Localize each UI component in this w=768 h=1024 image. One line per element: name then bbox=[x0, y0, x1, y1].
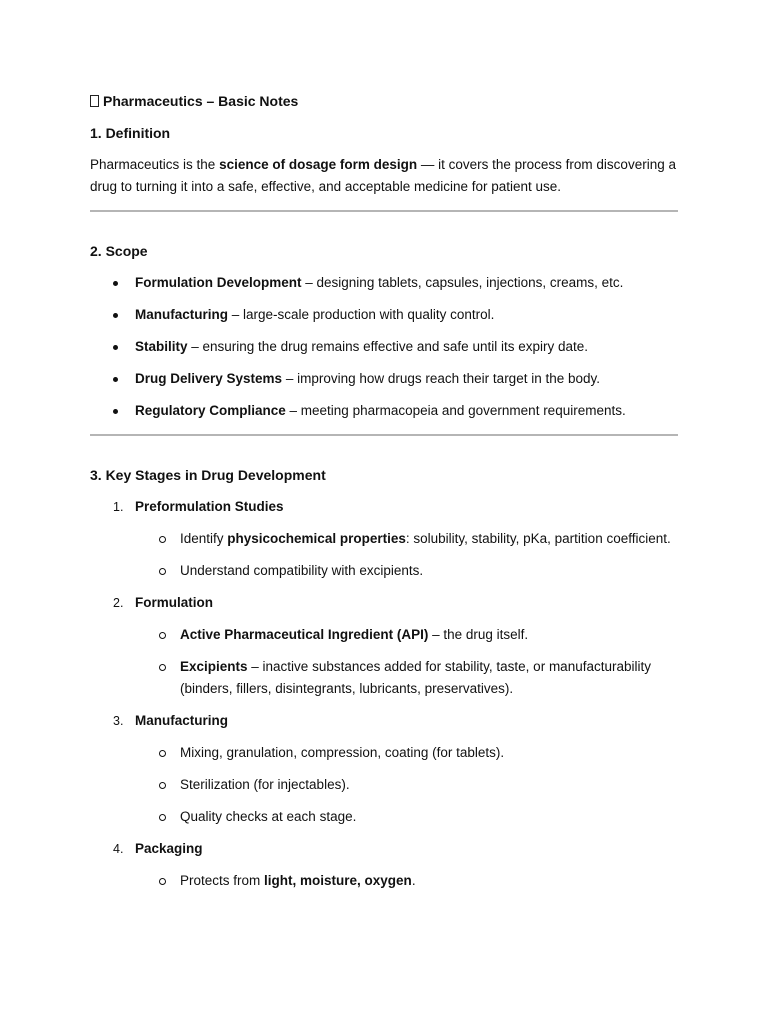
stage-item bbox=[90, 710, 678, 828]
sub-item bbox=[135, 742, 678, 764]
section-divider bbox=[90, 434, 678, 436]
sub-text-bold: Active Pharmaceutical Ingredient (API) bbox=[180, 627, 429, 642]
circle-bullet-icon bbox=[159, 750, 166, 757]
sub-item bbox=[135, 560, 678, 582]
bullet-icon bbox=[113, 377, 118, 382]
scope-desc: – improving how drugs reach their target in the body. bbox=[282, 371, 601, 386]
definition-paragraph bbox=[90, 154, 678, 198]
document-title bbox=[90, 90, 678, 112]
stages-heading: 3. Key Stages in Drug Development bbox=[90, 467, 326, 483]
definition-text-bold: science of dosage form design bbox=[219, 157, 418, 172]
sub-text-post: : solubility, stability, pKa, partition coefficient. bbox=[405, 531, 671, 546]
sub-text-post: – the drug itself. bbox=[428, 627, 529, 642]
scope-desc: – large-scale production with quality control. bbox=[228, 307, 495, 322]
circle-bullet-icon bbox=[159, 568, 166, 575]
document-page bbox=[90, 90, 678, 902]
scope-desc: – ensuring the drug remains effective and safe until its expiry date. bbox=[187, 339, 588, 354]
stage-number: 4. bbox=[113, 842, 124, 856]
stage-sublist bbox=[135, 870, 678, 892]
sub-item bbox=[135, 870, 678, 892]
stage-number: 1. bbox=[113, 500, 124, 514]
scope-heading: 2. Scope bbox=[90, 243, 148, 259]
list-item bbox=[90, 272, 678, 294]
scope-desc: – designing tablets, capsules, injections, creams, etc. bbox=[301, 275, 624, 290]
sub-item bbox=[135, 528, 678, 550]
circle-bullet-icon bbox=[159, 782, 166, 789]
sub-item bbox=[135, 774, 678, 796]
scope-term: Regulatory Compliance bbox=[135, 403, 286, 418]
stages-list bbox=[90, 496, 678, 892]
scope-term: Formulation Development bbox=[135, 275, 302, 290]
circle-bullet-icon bbox=[159, 878, 166, 885]
sub-text-bold: light, moisture, oxygen bbox=[264, 873, 412, 888]
definition-heading: 1. Definition bbox=[90, 125, 171, 141]
circle-bullet-icon bbox=[159, 536, 166, 543]
sub-text-pre: Understand compatibility with excipients. bbox=[180, 563, 424, 578]
stage-title: Packaging bbox=[135, 841, 203, 856]
stage-title: Formulation bbox=[135, 595, 213, 610]
stage-sublist bbox=[135, 528, 678, 582]
document-title-text: Pharmaceutics – Basic Notes bbox=[103, 93, 299, 109]
scope-list bbox=[90, 272, 678, 422]
sub-text-pre: Protects from bbox=[180, 873, 265, 888]
scope-term: Stability bbox=[135, 339, 188, 354]
bullet-icon bbox=[113, 281, 118, 286]
stage-item bbox=[90, 496, 678, 582]
stage-title: Manufacturing bbox=[135, 713, 228, 728]
sub-text-post: – inactive substances added for stability, taste, or manufacturability (binders, fillers, disintegrants, lubricants, preservatives). bbox=[180, 659, 651, 696]
sub-item bbox=[135, 806, 678, 828]
list-item bbox=[90, 304, 678, 326]
stage-number: 2. bbox=[113, 596, 124, 610]
sub-text-bold: Excipients bbox=[180, 659, 248, 674]
stage-item bbox=[90, 838, 678, 892]
stage-title: Preformulation Studies bbox=[135, 499, 284, 514]
missing-glyph-icon bbox=[90, 95, 99, 107]
circle-bullet-icon bbox=[159, 814, 166, 821]
sub-item bbox=[135, 624, 678, 646]
definition-text-after: — it covers the process from discovering a drug to turning it into a safe, effective, and acceptable medicine for patient use. bbox=[90, 157, 676, 194]
sub-text-bold: physicochemical properties bbox=[227, 531, 406, 546]
stage-item bbox=[90, 592, 678, 700]
sub-text-pre: Quality checks at each stage. bbox=[180, 809, 357, 824]
stage-sublist bbox=[135, 742, 678, 828]
circle-bullet-icon bbox=[159, 632, 166, 639]
scope-term: Manufacturing bbox=[135, 307, 228, 322]
stage-number: 3. bbox=[113, 714, 124, 728]
sub-text-post: . bbox=[411, 873, 416, 888]
circle-bullet-icon bbox=[159, 664, 166, 671]
scope-desc: – meeting pharmacopeia and government requirements. bbox=[285, 403, 626, 418]
list-item bbox=[90, 368, 678, 390]
list-item bbox=[90, 400, 678, 422]
stage-sublist bbox=[135, 624, 678, 700]
bullet-icon bbox=[113, 345, 118, 350]
definition-text-before: Pharmaceutics is the bbox=[90, 157, 220, 172]
sub-text-pre: Sterilization (for injectables). bbox=[180, 777, 350, 792]
sub-text-pre: Identify bbox=[180, 531, 228, 546]
bullet-icon bbox=[113, 409, 118, 414]
sub-item bbox=[135, 656, 678, 700]
sub-text-pre: Mixing, granulation, compression, coating (for tablets). bbox=[180, 745, 505, 760]
scope-term: Drug Delivery Systems bbox=[135, 371, 283, 386]
bullet-icon bbox=[113, 313, 118, 318]
section-divider bbox=[90, 210, 678, 212]
list-item bbox=[90, 336, 678, 358]
